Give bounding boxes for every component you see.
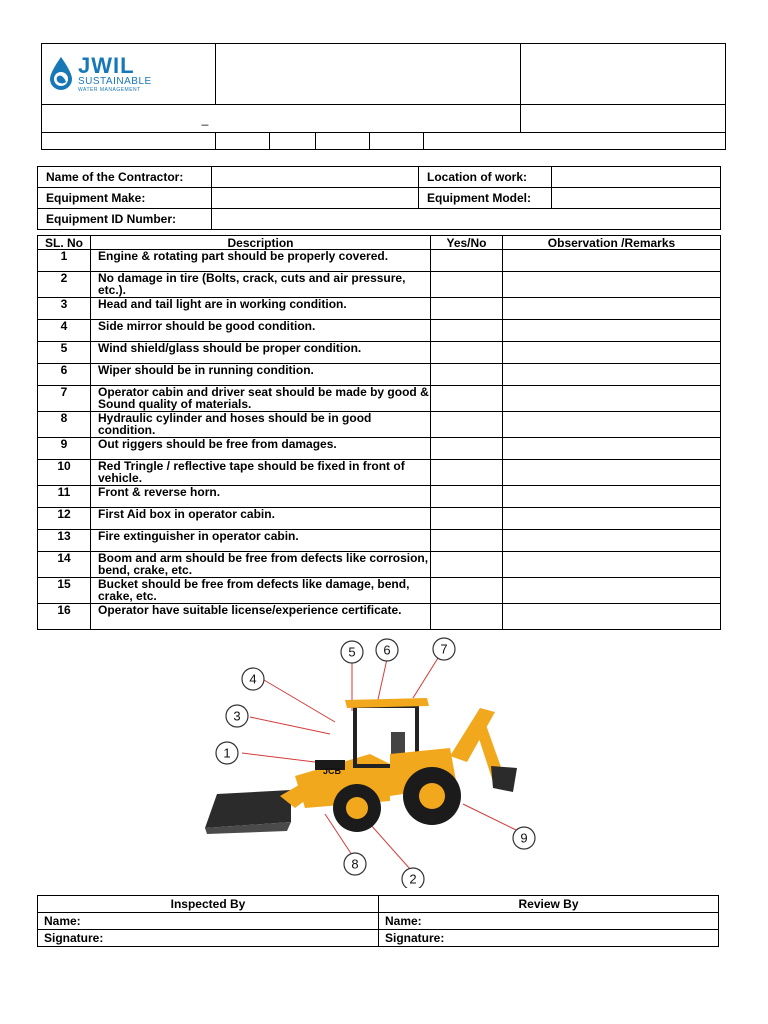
row-sl-number: 9 xyxy=(38,438,91,460)
row-sl-number: 3 xyxy=(38,298,91,320)
hdr-cell xyxy=(370,133,424,150)
backhoe-figure xyxy=(195,636,555,888)
row-sl-number: 16 xyxy=(38,604,91,630)
checklist-body xyxy=(38,250,721,630)
row-description: Front & reverse horn. xyxy=(91,486,431,508)
row-remarks-field[interactable] xyxy=(503,578,721,604)
row-yesno-field[interactable] xyxy=(431,438,503,460)
row-description: Operator have suitable license/experience certificate. xyxy=(91,604,431,630)
row-sl-number: 5 xyxy=(38,342,91,364)
logo-cell xyxy=(42,44,216,105)
callout-number: 4 xyxy=(249,671,257,687)
header-row-3 xyxy=(41,132,726,150)
inspector-name-label[interactable]: Name: xyxy=(38,913,379,930)
row-remarks-field[interactable] xyxy=(503,412,721,438)
table-row xyxy=(38,552,721,578)
hdr-cell xyxy=(316,133,370,150)
brand-logo: JCB xyxy=(323,766,342,776)
row-yesno-field[interactable] xyxy=(431,412,503,438)
row-description: No damage in tire (Bolts, crack, cuts and air pressure, etc.). xyxy=(91,272,431,298)
row-description: Wind shield/glass should be proper condition. xyxy=(91,342,431,364)
row-sl-number: 4 xyxy=(38,320,91,342)
row-sl-number: 12 xyxy=(38,508,91,530)
hdr-cell xyxy=(270,133,316,150)
row-remarks-field[interactable] xyxy=(503,552,721,578)
row-sl-number: 15 xyxy=(38,578,91,604)
hdr-cell xyxy=(216,133,270,150)
location-field[interactable] xyxy=(552,167,721,188)
model-label: Equipment Model: xyxy=(419,188,552,209)
logo-line2: WATER MANAGEMENT xyxy=(78,87,141,93)
location-label: Location of work: xyxy=(419,167,552,188)
table-row xyxy=(38,578,721,604)
inspected-by-heading: Inspected By xyxy=(38,896,379,913)
col-description: Description xyxy=(91,236,431,250)
row-description: First Aid box in operator cabin. xyxy=(91,508,431,530)
row-yesno-field[interactable] xyxy=(431,604,503,630)
header-dash: _ xyxy=(201,111,209,126)
table-row xyxy=(38,298,721,320)
row-remarks-field[interactable] xyxy=(503,298,721,320)
backhoe-loader-illustration xyxy=(195,636,555,888)
col-yesno: Yes/No xyxy=(431,236,503,250)
callout-number: 6 xyxy=(383,642,391,658)
header-empty-cell xyxy=(521,105,726,133)
signoff-table xyxy=(37,895,719,947)
inspection-checklist xyxy=(37,235,721,630)
row-description: Out riggers should be free from damages. xyxy=(91,438,431,460)
review-by-heading: Review By xyxy=(379,896,719,913)
table-row xyxy=(38,320,721,342)
jwil-logo xyxy=(42,55,215,93)
callout-number: 2 xyxy=(409,871,417,887)
make-field[interactable] xyxy=(212,188,419,209)
table-row xyxy=(38,604,721,630)
table-row xyxy=(38,364,721,386)
row-description: Bucket should be free from defects like damage, bend, crake, etc. xyxy=(91,578,431,604)
row-remarks-field[interactable] xyxy=(503,486,721,508)
row-remarks-field[interactable] xyxy=(503,438,721,460)
row-description: Fire extinguisher in operator cabin. xyxy=(91,530,431,552)
id-label: Equipment ID Number: xyxy=(38,209,212,230)
row-remarks-field[interactable] xyxy=(503,272,721,298)
row-yesno-field[interactable] xyxy=(431,578,503,604)
row-yesno-field[interactable] xyxy=(431,460,503,486)
row-sl-number: 1 xyxy=(38,250,91,272)
row-description: Side mirror should be good condition. xyxy=(91,320,431,342)
row-remarks-field[interactable] xyxy=(503,530,721,552)
row-sl-number: 8 xyxy=(38,412,91,438)
row-description: Wiper should be in running condition. xyxy=(91,364,431,386)
row-sl-number: 13 xyxy=(38,530,91,552)
table-row xyxy=(38,412,721,438)
contractor-field[interactable] xyxy=(212,167,419,188)
header-title-cell xyxy=(216,44,521,105)
row-sl-number: 11 xyxy=(38,486,91,508)
row-remarks-field[interactable] xyxy=(503,604,721,630)
table-row xyxy=(38,342,721,364)
row-description: Hydraulic cylinder and hoses should be in good condition. xyxy=(91,412,431,438)
row-remarks-field[interactable] xyxy=(503,364,721,386)
row-yesno-field[interactable] xyxy=(431,272,503,298)
row-remarks-field[interactable] xyxy=(503,386,721,412)
row-yesno-field[interactable] xyxy=(431,508,503,530)
table-row xyxy=(38,272,721,298)
id-field[interactable] xyxy=(212,209,721,230)
row-yesno-field[interactable] xyxy=(431,364,503,386)
table-row xyxy=(38,386,721,412)
callout-number: 8 xyxy=(351,856,359,872)
row-remarks-field[interactable] xyxy=(503,508,721,530)
row-sl-number: 6 xyxy=(38,364,91,386)
document-header xyxy=(41,43,726,133)
hdr-cell xyxy=(42,133,216,150)
callout-number: 9 xyxy=(520,830,528,846)
row-sl-number: 7 xyxy=(38,386,91,412)
row-description: Head and tail light are in working condition. xyxy=(91,298,431,320)
reviewer-signature-label[interactable]: Signature: xyxy=(379,930,719,947)
row-description: Operator cabin and driver seat should be made by good & Sound quality of materials. xyxy=(91,386,431,412)
header-doc-cell xyxy=(521,44,726,105)
row-remarks-field[interactable] xyxy=(503,250,721,272)
table-row xyxy=(38,438,721,460)
logo-line1: SUSTAINABLE xyxy=(78,76,152,87)
callout-number: 1 xyxy=(223,745,231,761)
model-field[interactable] xyxy=(552,188,721,209)
row-remarks-field[interactable] xyxy=(503,342,721,364)
table-row xyxy=(38,508,721,530)
row-remarks-field[interactable] xyxy=(503,320,721,342)
row-yesno-field[interactable] xyxy=(431,298,503,320)
row-yesno-field[interactable] xyxy=(431,386,503,412)
make-label: Equipment Make: xyxy=(38,188,212,209)
logo-name: JWIL xyxy=(78,53,135,78)
contractor-label: Name of the Contractor: xyxy=(38,167,212,188)
reviewer-name-label[interactable]: Name: xyxy=(379,913,719,930)
col-remarks: Observation /Remarks xyxy=(503,236,721,250)
callout-number: 5 xyxy=(348,644,356,660)
row-sl-number: 10 xyxy=(38,460,91,486)
callout-number: 3 xyxy=(233,708,241,724)
inspector-signature-label[interactable]: Signature: xyxy=(38,930,379,947)
row-yesno-field[interactable] xyxy=(431,552,503,578)
row-description: Engine & rotating part should be properly covered. xyxy=(91,250,431,272)
row-description: Boom and arm should be free from defects like corrosion, bend, crake, etc. xyxy=(91,552,431,578)
row-sl-number: 14 xyxy=(38,552,91,578)
col-sl: SL. No xyxy=(38,236,91,250)
row-yesno-field[interactable] xyxy=(431,342,503,364)
table-row xyxy=(38,486,721,508)
row-description: Red Tringle / reflective tape should be fixed in front of vehicle. xyxy=(91,460,431,486)
water-drop-icon xyxy=(48,56,74,92)
row-sl-number: 2 xyxy=(38,272,91,298)
row-yesno-field[interactable] xyxy=(431,250,503,272)
row-yesno-field[interactable] xyxy=(431,530,503,552)
header-dash-cell xyxy=(42,105,521,133)
table-row xyxy=(38,460,721,486)
callout-number: 7 xyxy=(440,641,448,657)
hdr-cell xyxy=(424,133,726,150)
row-yesno-field[interactable] xyxy=(431,320,503,342)
table-row xyxy=(38,250,721,272)
row-remarks-field[interactable] xyxy=(503,460,721,486)
equipment-info-table xyxy=(37,166,721,230)
table-row xyxy=(38,530,721,552)
row-yesno-field[interactable] xyxy=(431,486,503,508)
